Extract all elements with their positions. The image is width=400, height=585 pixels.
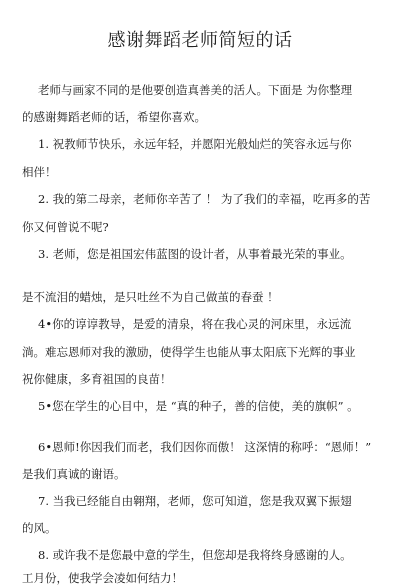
- paragraph-line: 是不流泪的蜡烛，是只吐丝不为自己做茧的春蚕 ！: [22, 290, 279, 304]
- paragraph-line: 2. 我的第二母亲，老师你辛苦了 ！ 为了我们的幸福，吃再多的苦: [38, 192, 371, 206]
- paragraph-line: 5•您在学生的心目中，是 “真的种子，善的信使，美的旗帜” 。: [38, 399, 359, 413]
- paragraph-line: 的感谢舞蹈老师的话，希望你喜欢。: [22, 110, 206, 124]
- paragraph-line: 淌。难忘恩师对我的激励，使得学生也能从事太阳底下光辉的事业: [22, 345, 356, 359]
- paragraph-line: 你又何曾说不呢?: [22, 220, 109, 234]
- paragraph-line: 祝你健康，多育祖国的良苗！: [22, 372, 172, 386]
- paragraph-line: 6•恩师!你因我们而老，我们因你而傲！ 这深情的称呼：“恩师！”: [38, 440, 372, 454]
- paragraph-line: 7. 当我已经能自由翱翔，老师，您可知道，您是我双翼下振翅: [38, 494, 352, 508]
- paragraph-line: 是我们真诚的谢语。: [22, 467, 126, 481]
- document-title: 感谢舞蹈老师简短的话: [107, 30, 293, 51]
- paragraph-line: 相伴！: [22, 165, 57, 179]
- paragraph-line: 4•你的谆谆教导，是爱的清泉，将在我心灵的河床里，永远流: [38, 317, 352, 331]
- paragraph-line: 老师与画家不同的是他要创造真善美的活人。下面是 为你整理: [38, 83, 353, 97]
- paragraph-line: 的风。: [22, 521, 57, 535]
- paragraph-line: 1. 祝教师节快乐，永远年轻，并愿阳光般灿烂的笑容永远与你: [38, 137, 352, 151]
- paragraph-line: 8. 或许我不是您最中意的学生，但您却是我将终身感谢的人。: [38, 548, 352, 562]
- paragraph-line: 3. 老师，您是祖国宏伟蓝图的设计者，从事着最光荣的事业。: [38, 247, 352, 261]
- paragraph-line: 工月份，使我学会凌如何结力！: [22, 571, 183, 585]
